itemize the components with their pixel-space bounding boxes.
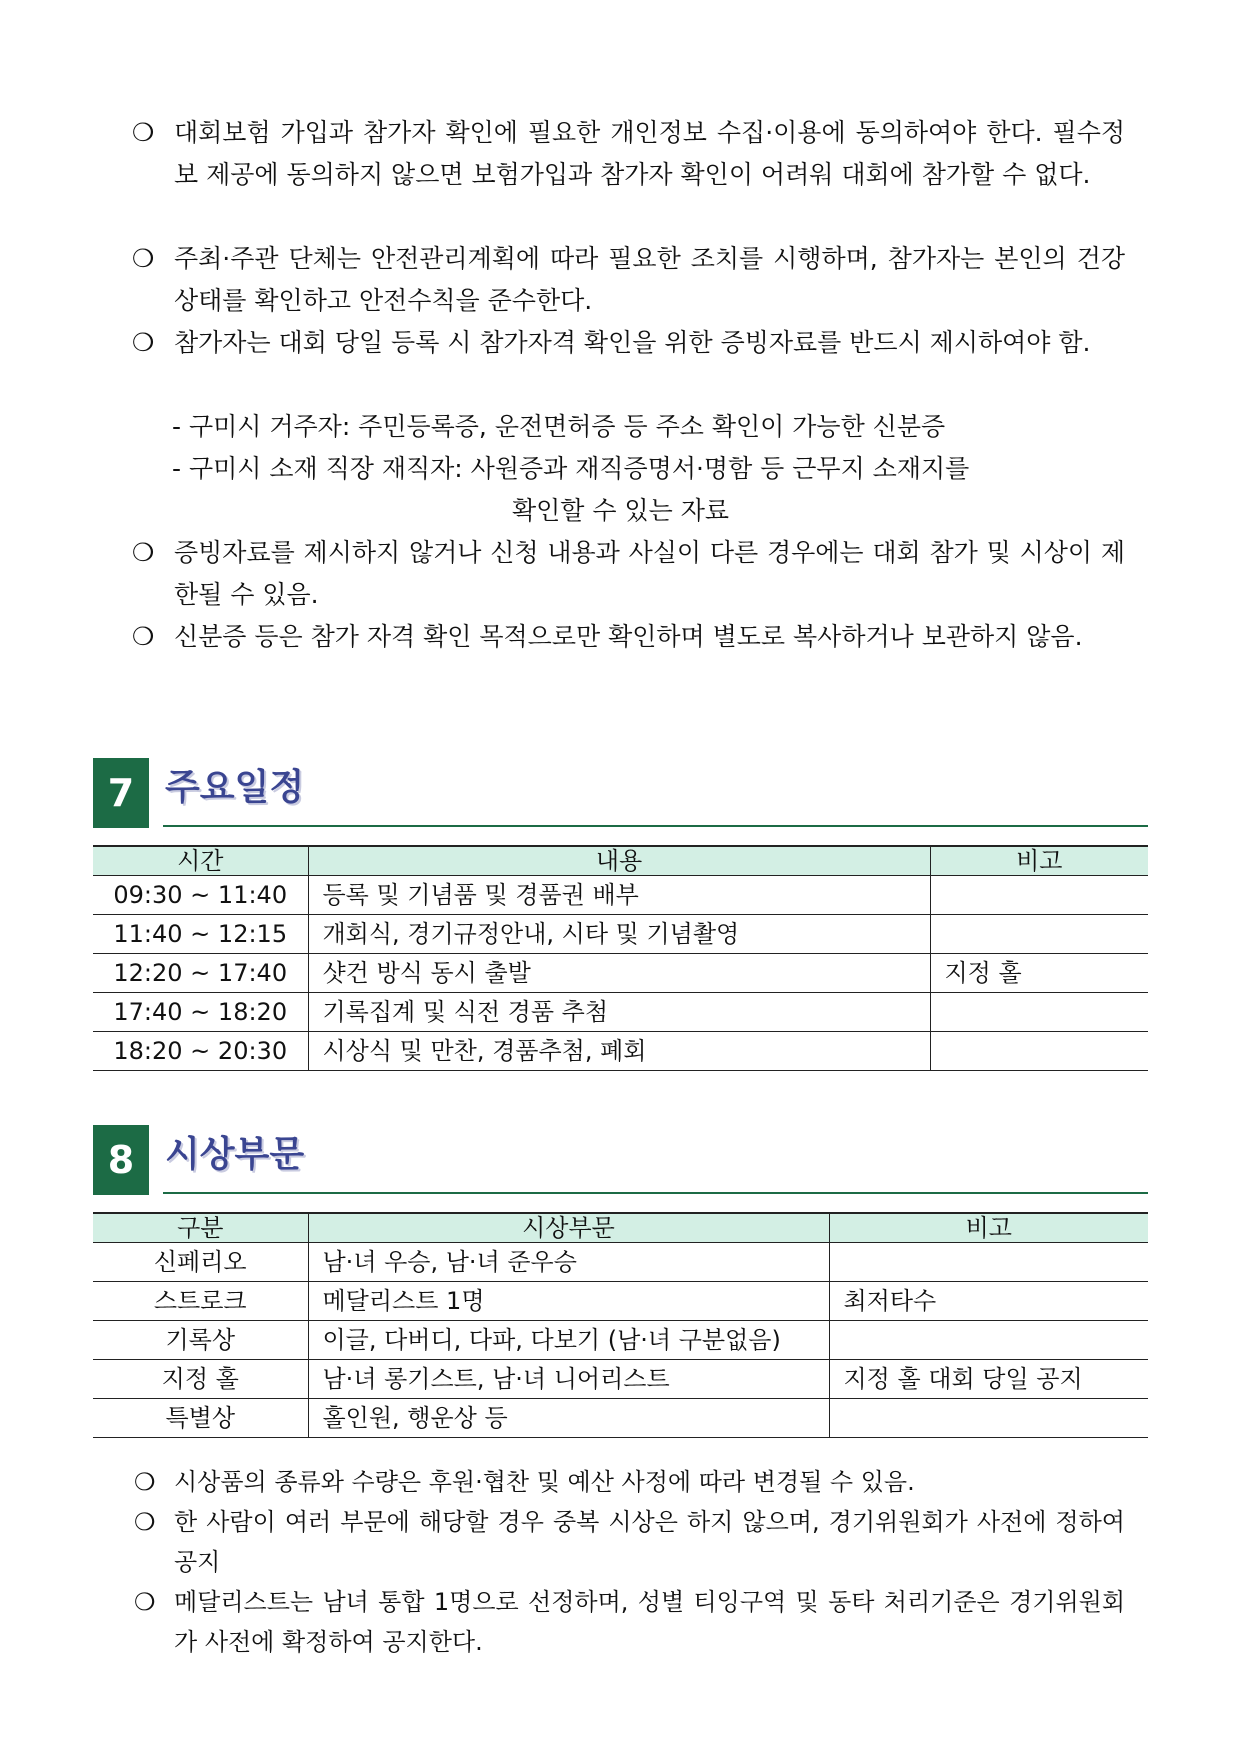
content-cell: 샷건 방식 동시 출발	[308, 954, 930, 993]
column-header: 시간	[93, 846, 308, 876]
section-number: 7	[93, 758, 149, 828]
note-text: 메달리스트는 남녀 통합 1명으로 선정하며, 성별 티잉구역 및 동타 처리기준은 경기위원회가 사전에 확정하여 공지한다.	[174, 1588, 1125, 1656]
time-cell: 11:40 ~ 12:15	[93, 915, 308, 954]
note-cell	[930, 1032, 1148, 1071]
note-cell	[930, 915, 1148, 954]
note-cell: 지정 홀	[930, 954, 1148, 993]
category-cell: 신페리오	[93, 1243, 308, 1282]
circle-bullet-icon: ❍	[134, 1508, 156, 1536]
table-row	[93, 1282, 1148, 1321]
note-cell	[829, 1399, 1148, 1438]
note-cell	[829, 1243, 1148, 1282]
table-row	[93, 1360, 1148, 1399]
note-cell	[930, 876, 1148, 915]
note-cell: 최저타수	[829, 1282, 1148, 1321]
note-item	[134, 1582, 1125, 1662]
table-row	[93, 876, 1148, 915]
sub-item-continuation: 확인할 수 있는 자료	[511, 496, 730, 525]
category-cell: 스트로크	[93, 1282, 308, 1321]
award-cell: 남·녀 롱기스트, 남·녀 니어리스트	[308, 1360, 829, 1399]
table-row	[93, 915, 1148, 954]
section-title: 시상부문	[165, 1134, 305, 1175]
award-cell: 이글, 다버디, 다파, 다보기 (남·녀 구분없음)	[308, 1321, 829, 1360]
section-divider	[163, 1192, 1148, 1194]
circle-bullet-icon: ❍	[132, 118, 155, 147]
note-cell	[930, 993, 1148, 1032]
note-text: 시상품의 종류와 수량은 후원·협찬 및 예산 사정에 따라 변경될 수 있음.	[174, 1468, 915, 1496]
table-row	[93, 954, 1148, 993]
bullet-item	[132, 112, 1125, 196]
bullet-text: 주최·주관 단체는 안전관리계획에 따라 필요한 조치를 시행하며, 참가자는 본인의 건강상태를 확인하고 안전수칙을 준수한다.	[174, 244, 1125, 315]
section-number: 8	[93, 1125, 149, 1195]
section-title: 주요일정	[165, 767, 305, 808]
category-cell: 지정 홀	[93, 1360, 308, 1399]
section-divider	[163, 825, 1148, 827]
bullet-item	[132, 616, 1125, 658]
bullet-item	[132, 532, 1125, 616]
table-row	[93, 993, 1148, 1032]
time-cell: 18:20 ~ 20:30	[93, 1032, 308, 1071]
note-text: 한 사람이 여러 부문에 해당할 경우 중복 시상은 하지 않으며, 경기위원회가 사전에 정하여 공지	[174, 1508, 1125, 1576]
bullet-text: 대회보험 가입과 참가자 확인에 필요한 개인정보 수집·이용에 동의하여야 한다. 필수정보 제공에 동의하지 않으면 보험가입과 참가자 확인이 어려워 대회에 참가할 수 없다.	[174, 118, 1125, 189]
circle-bullet-icon: ❍	[132, 538, 155, 567]
schedule-table	[93, 845, 1148, 1071]
content-cell: 등록 및 기념품 및 경품권 배부	[308, 876, 930, 915]
column-header: 비고	[930, 846, 1148, 876]
category-cell: 기록상	[93, 1321, 308, 1360]
column-header: 비고	[829, 1213, 1148, 1243]
category-cell: 특별상	[93, 1399, 308, 1438]
column-header: 내용	[308, 846, 930, 876]
circle-bullet-icon: ❍	[132, 328, 155, 357]
award-cell: 홀인원, 행운상 등	[308, 1399, 829, 1438]
column-header: 구분	[93, 1213, 308, 1243]
award-cell: 메달리스트 1명	[308, 1282, 829, 1321]
circle-bullet-icon: ❍	[132, 622, 155, 651]
table-header-row	[93, 846, 1148, 876]
table-row	[93, 1032, 1148, 1071]
awards-table	[93, 1212, 1148, 1438]
circle-bullet-icon: ❍	[134, 1588, 156, 1616]
circle-bullet-icon: ❍	[132, 244, 155, 273]
time-cell: 09:30 ~ 11:40	[93, 876, 308, 915]
time-cell: 17:40 ~ 18:20	[93, 993, 308, 1032]
column-header: 시상부문	[308, 1213, 829, 1243]
content-cell: 시상식 및 만찬, 경품추첨, 폐회	[308, 1032, 930, 1071]
bullet-text: 참가자는 대회 당일 등록 시 참가자격 확인을 위한 증빙자료를 반드시 제시하여야 함.	[174, 328, 1091, 357]
table-header-row	[93, 1213, 1148, 1243]
bullet-item	[132, 238, 1125, 322]
bullet-text: 증빙자료를 제시하지 않거나 신청 내용과 사실이 다른 경우에는 대회 참가 및 시상이 제한될 수 있음.	[174, 538, 1125, 609]
content-cell: 기록집계 및 식전 경품 추첨	[308, 993, 930, 1032]
table-row	[93, 1243, 1148, 1282]
table-row	[93, 1321, 1148, 1360]
bullet-text: 신분증 등은 참가 자격 확인 목적으로만 확인하며 별도로 복사하거나 보관하지 않음.	[174, 622, 1083, 651]
note-cell	[829, 1321, 1148, 1360]
note-item	[134, 1462, 1125, 1502]
sub-item: - 구미시 거주자: 주민등록증, 운전면허증 등 주소 확인이 가능한 신분증	[172, 412, 946, 441]
table-row	[93, 1399, 1148, 1438]
note-cell: 지정 홀 대회 당일 공지	[829, 1360, 1148, 1399]
content-cell: 개회식, 경기규정안내, 시타 및 기념촬영	[308, 915, 930, 954]
time-cell: 12:20 ~ 17:40	[93, 954, 308, 993]
award-cell: 남·녀 우승, 남·녀 준우승	[308, 1243, 829, 1282]
sub-item: - 구미시 소재 직장 재직자: 사원증과 재직증명서·명함 등 근무지 소재지를	[172, 454, 970, 483]
note-item	[134, 1502, 1125, 1582]
bullet-item	[132, 322, 1125, 364]
circle-bullet-icon: ❍	[134, 1468, 156, 1496]
